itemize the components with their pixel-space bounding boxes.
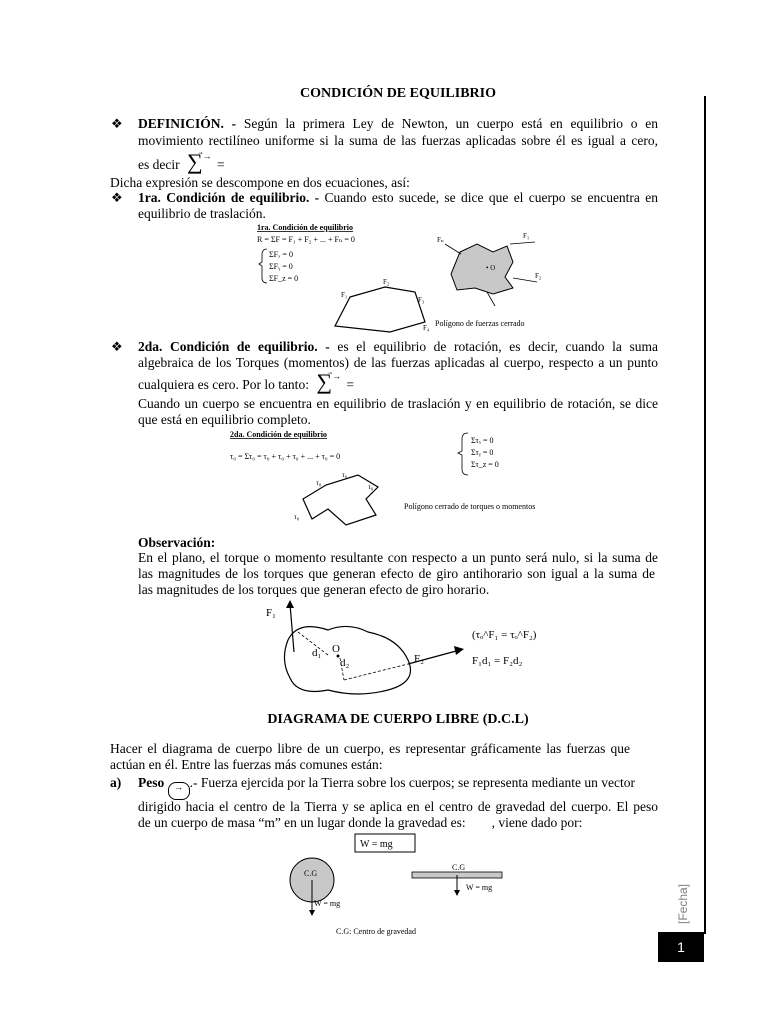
fig1-point-o: • O	[486, 264, 496, 272]
fig4-w-label-2: W = mg	[466, 883, 493, 892]
item-a-marker: a)	[110, 775, 122, 790]
item-a-line-1	[138, 775, 635, 800]
fig2-eq-y: Στᵧ = 0	[471, 448, 494, 457]
date-placeholder: [Fecha]	[676, 883, 690, 925]
first-condition-figure	[255, 222, 555, 334]
fig3-eq1: (τₒ^F₁ = τₒ^F₂)	[472, 629, 537, 641]
fig1-caption: Polígono de fuerzas cerrado	[435, 319, 525, 328]
fig1-poly-label-f2: F₂	[383, 278, 390, 286]
fig4-cg-label-2: C.G	[452, 863, 466, 872]
fig1-poly-label-f4: F₄	[423, 324, 430, 332]
item-a-text-1: .- Fuerza ejercida por la Tierra sobre los cuerpos; se representa mediante un vector	[189, 775, 635, 790]
first-condition-text: Cuando esto sucede, se dice que el cuerpo se encuentra en	[324, 190, 659, 205]
first-condition-line-2: equilibrio de traslación.	[138, 206, 266, 221]
item-a-line-3	[138, 815, 582, 831]
fig1-eq-y: ΣFᵧ = 0	[269, 262, 293, 271]
item-a-text-3b: , viene dado por:	[491, 815, 583, 830]
second-condition-line-4: Cuando un cuerpo se encuentra en equilibrio de traslación y en equilibrio de rotación, se dice	[138, 396, 658, 411]
fig2-eq-z: Στ_z = 0	[471, 460, 499, 469]
fig1-title: 1ra. Condición de equilibrio	[257, 223, 354, 232]
fig1-resultant: R = ΣF = F₁ + F₂ + ... + Fₙ = 0	[257, 235, 355, 244]
fig2-caption: Polígono cerrado de torques o momentos	[404, 502, 536, 511]
margin-rule	[704, 96, 706, 934]
force-arrow-icon	[513, 278, 537, 282]
fig3-o-label: O	[332, 643, 340, 655]
weight-figure	[280, 832, 520, 938]
definition-line-2: movimiento rectilíneo uniforme si la suma de las fuerzas aplicadas sobre él es igual a cero,	[138, 133, 658, 148]
second-condition-label: 2da. Condición de equilibrio. -	[138, 339, 330, 354]
second-condition-figure	[228, 427, 568, 531]
torque-figure	[258, 600, 558, 702]
observation-line-3: las magnitudes de los torques que generan efecto de giro horario.	[138, 582, 490, 597]
second-condition-line-1	[138, 339, 658, 355]
observation-line-1: En el plano, el torque o momento resultante con respecto a un punto será nulo, si la suma de	[138, 550, 658, 565]
vector-w-icon: →	[168, 782, 190, 800]
item-a-text-3a: de un cuerpo de masa “m” en un lugar donde la gravedad es:	[138, 815, 466, 830]
item-a-line-2: dirigido hacia el centro de la Tierra y se aplica en el centro de gravedad del cuerpo. El peso	[138, 799, 658, 814]
fig2-eq-x: Στₓ = 0	[471, 436, 494, 445]
fig4-formula: W = mg	[360, 839, 393, 850]
sigma-symbol: ∑	[316, 369, 333, 394]
intro-line: Dicha expresión se descompone en dos ecuaciones, así:	[110, 175, 410, 190]
fig1-eq-z: ΣF_z = 0	[269, 274, 299, 283]
second-condition-line-5: que está en equilibrio completo.	[138, 412, 311, 427]
definition-text-1: Según la primera Ley de Newton, un cuerpo está en equilibrio o en	[243, 116, 658, 131]
dcl-line-1: Hacer el diagrama de cuerpo libre de un cuerpo, es representar gráficamente las fuerzas que	[110, 741, 630, 756]
vector-arrow-icon: ⃗→	[332, 371, 342, 381]
fig3-d2-label: d₂	[340, 657, 350, 669]
fig4-caption: C.G: Centro de gravedad	[336, 927, 416, 936]
force-arrow-icon	[445, 244, 461, 254]
fig1-poly-label-f3: F₃	[418, 296, 425, 304]
fig1-fn-label: Fₙ	[437, 236, 444, 244]
fig2-torque-label: τ₀	[294, 513, 300, 521]
page-number: 1	[677, 939, 685, 955]
fig3-f1-label: F₁	[266, 607, 276, 619]
equals-symbol: =	[346, 377, 355, 392]
item-a-label: Peso	[138, 775, 165, 790]
fig2-title: 2da. Condición de equilibrio	[230, 430, 327, 439]
fig3-f2-label: F₂	[414, 653, 424, 665]
observation-line-2: las magnitudes de los torques que generan efecto de giro antihorario son igual a la suma de	[138, 566, 655, 581]
definition-line-1	[138, 116, 658, 132]
second-condition-line-3	[138, 369, 355, 394]
fig4-w-label: W = mg	[314, 899, 341, 908]
force-arrow-icon	[510, 242, 535, 244]
first-condition-line-1	[138, 190, 658, 206]
second-condition-line-2: algebraica de los Torques (momentos) de las fuerzas aplicadas al cuerpo, respecto a un punto	[138, 355, 658, 370]
bullet-icon: ❖	[111, 190, 123, 205]
fig2-torque-label: τ₀	[368, 483, 374, 491]
first-condition-label: 1ra. Condición de equilibrio. -	[138, 190, 320, 205]
fig4-cg-label: C.G	[304, 869, 318, 878]
fig1-poly-label-f1: F₁	[341, 291, 348, 299]
fig1-f1-label: F₁	[523, 232, 530, 240]
fig1-f2-label: F₂	[535, 272, 542, 280]
fig1-eq-x: ΣFₓ = 0	[269, 250, 293, 259]
equals-symbol: =	[217, 157, 225, 172]
fig2-sum: τ₀ = Στ₀ = τ₀ + τ₀ + τ₀ + ... + τ₀ = 0	[230, 452, 341, 461]
vector-arrow-icon: ⃗→	[202, 151, 212, 161]
force-f1-arrow-icon	[290, 604, 294, 652]
fig2-torque-label: τ₀	[316, 479, 322, 487]
bullet-icon: ❖	[111, 116, 123, 131]
observation-label: Observación:	[138, 535, 216, 550]
fig3-d1-label: d₁	[312, 647, 322, 659]
definition-label: DEFINICIÓN. -	[138, 116, 237, 131]
dcl-heading: DIAGRAMA DE CUERPO LIBRE (D.C.L)	[267, 712, 529, 727]
dcl-line-2: actúan en él. Entre las fuerzas más comunes están:	[110, 757, 383, 772]
page-title: CONDICIÓN DE EQUILIBRIO	[299, 86, 497, 101]
fig2-torque-label: τ₀	[342, 471, 348, 479]
bullet-icon: ❖	[111, 339, 123, 354]
definition-text-3: es decir	[138, 157, 180, 172]
sigma-symbol: ∑	[186, 149, 203, 174]
second-condition-text-1: es el equilibrio de rotación, es decir, cuando la suma	[337, 339, 658, 354]
second-condition-text-3: cualquiera es cero. Por lo tanto:	[138, 377, 309, 392]
page-number-box	[658, 932, 704, 962]
fig3-eq2: F₁d₁ = F₂d₂	[472, 655, 523, 667]
definition-line-3	[138, 149, 225, 174]
